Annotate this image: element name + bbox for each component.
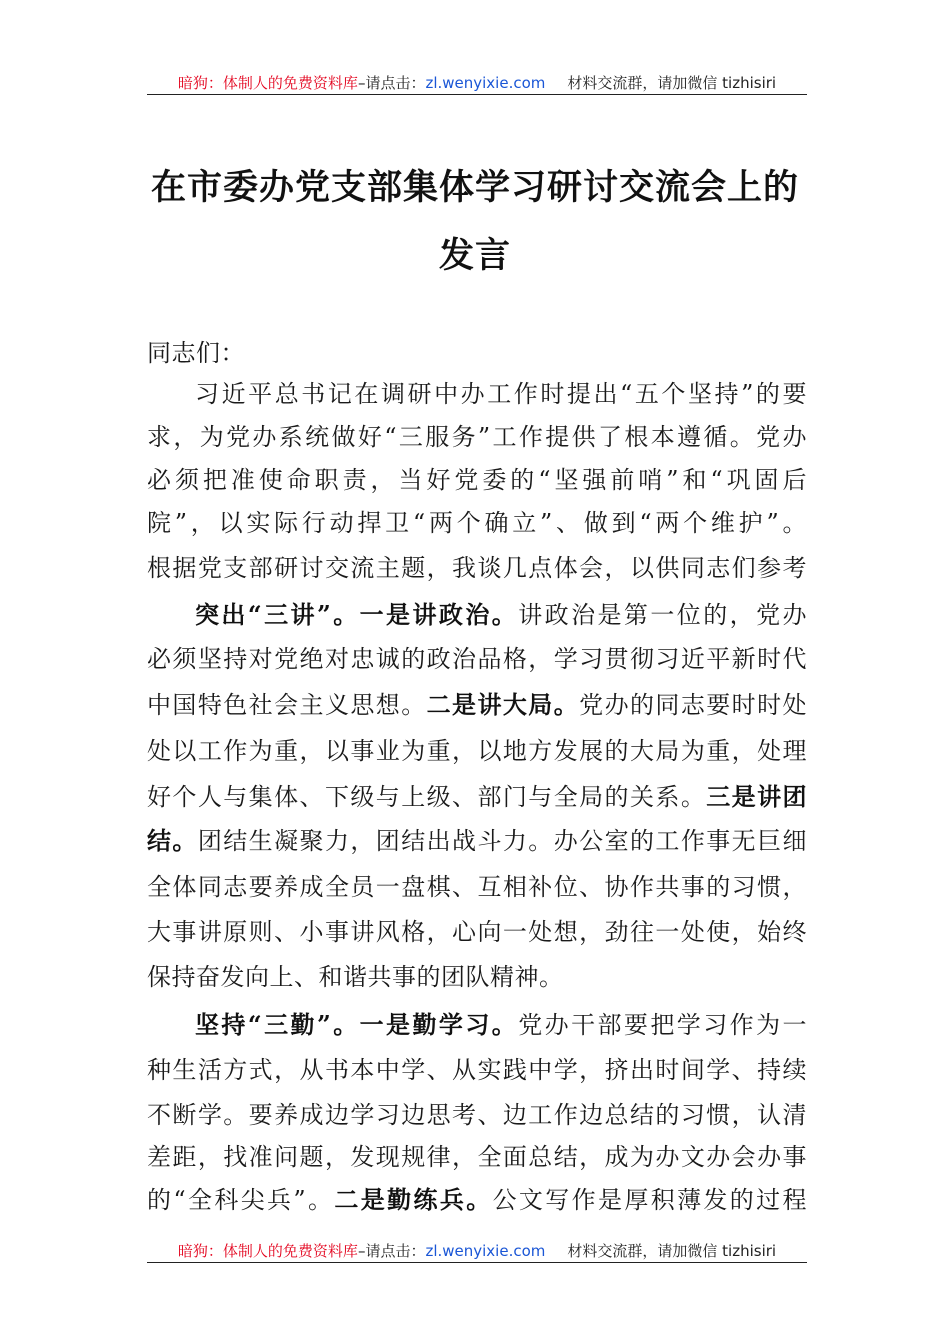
paragraph-3-text: 党办干部要把学习作为一 bbox=[518, 1011, 808, 1039]
paragraph-2-line-7: 全体同志要养成全员一盘棋、互相补位、协作共事的习惯， bbox=[147, 873, 807, 901]
footer-brand-text: 暗狗：体制人的免费资料库 bbox=[177, 1242, 358, 1260]
paragraph-1-line-5: 根据党支部研讨交流主题，我谈几点体会，以供同志们参考 bbox=[147, 554, 807, 582]
paragraph-2-line-3 bbox=[147, 690, 807, 720]
paragraph-2-text: 讲政治是第一位的，党办 bbox=[518, 601, 808, 629]
paragraph-2-line-8: 大事讲原则、小事讲风格，心向一处想，劲往一处使，始终 bbox=[147, 918, 807, 946]
salutation: 同志们： bbox=[147, 339, 245, 367]
footer-url-link[interactable]: zl.wenyixie.com bbox=[425, 1242, 546, 1260]
paragraph-1-line-2: 求，为党办系统做好“三服务”工作提供了根本遵循。党办 bbox=[147, 423, 807, 451]
banner-prompt-text: –请点击： bbox=[357, 74, 426, 92]
paragraph-2-line-9: 保持奋发向上、和谐共事的团队精神。 bbox=[147, 963, 564, 991]
subheading-jiang-tuanjie: 三是讲团 bbox=[706, 782, 808, 811]
section-heading-san-qin: 坚持“三勤”。一是勤学习。 bbox=[195, 1010, 519, 1039]
paragraph-3-line-3: 不断学。要养成边学习边思考、边工作边总结的习惯，认清 bbox=[147, 1101, 807, 1129]
header-banner bbox=[147, 64, 807, 95]
paragraph-2-line-4: 处以工作为重，以事业为重，以地方发展的大局为重，处理 bbox=[147, 737, 807, 765]
paragraph-3-text: 的“全科尖兵”。 bbox=[147, 1186, 335, 1214]
footer-prompt-text: –请点击： bbox=[357, 1242, 426, 1260]
paragraph-2-line-1 bbox=[195, 600, 807, 630]
banner-url-link[interactable]: zl.wenyixie.com bbox=[425, 74, 546, 92]
paragraph-2-line-2: 必须坚持对党绝对忠诚的政治品格，学习贯彻习近平新时代 bbox=[147, 645, 807, 673]
paragraph-2-line-5 bbox=[147, 782, 807, 812]
paragraph-3-line-5 bbox=[147, 1185, 807, 1215]
footer-banner bbox=[147, 1232, 807, 1263]
subheading-jiang-daju: 二是讲大局。 bbox=[426, 690, 580, 719]
document-title-line-2: 发言 bbox=[438, 235, 511, 276]
subheading-jiang-tuanjie-end: 结。 bbox=[147, 826, 198, 855]
banner-brand-text: 暗狗：体制人的免费资料库 bbox=[177, 74, 358, 92]
paragraph-2-text: 中国特色社会主义思想。 bbox=[147, 691, 427, 719]
paragraph-2-text: 好个人与集体、下级与上级、部门与全局的关系。 bbox=[147, 783, 707, 811]
paragraph-2-line-6 bbox=[147, 826, 807, 856]
paragraph-3-line-1 bbox=[195, 1010, 807, 1040]
document-title-line-1: 在市委办党支部集体学习研讨交流会上的 bbox=[150, 167, 799, 208]
paragraph-2-text: 团结生凝聚力，团结出战斗力。办公室的工作事无巨细 bbox=[197, 827, 808, 855]
banner-group-text: 材料交流群，请加微信 tizhisiri bbox=[567, 74, 777, 92]
subheading-qin-lianbing: 二是勤练兵。 bbox=[334, 1185, 493, 1214]
paragraph-1-line-1: 习近平总书记在调研中办工作时提出“五个坚持”的要 bbox=[195, 380, 807, 408]
paragraph-1-line-3: 必须把准使命职责，当好党委的“坚强前哨”和“巩固后 bbox=[147, 466, 807, 494]
paragraph-3-text: 公文写作是厚积薄发的过程 bbox=[492, 1186, 808, 1214]
paragraph-2-text: 党办的同志要时时处 bbox=[579, 691, 808, 719]
paragraph-3-line-2: 种生活方式，从书本中学、从实践中学，挤出时间学、持续 bbox=[147, 1056, 807, 1084]
paragraph-1-line-4: 院”，以实际行动捍卫“两个确立”、做到“两个维护”。 bbox=[147, 509, 807, 537]
section-heading-san-jiang: 突出“三讲”。一是讲政治。 bbox=[195, 600, 519, 629]
paragraph-3-line-4: 差距，找准问题，发现规律，全面总结，成为办文办会办事 bbox=[147, 1143, 807, 1171]
footer-group-text: 材料交流群，请加微信 tizhisiri bbox=[567, 1242, 777, 1260]
